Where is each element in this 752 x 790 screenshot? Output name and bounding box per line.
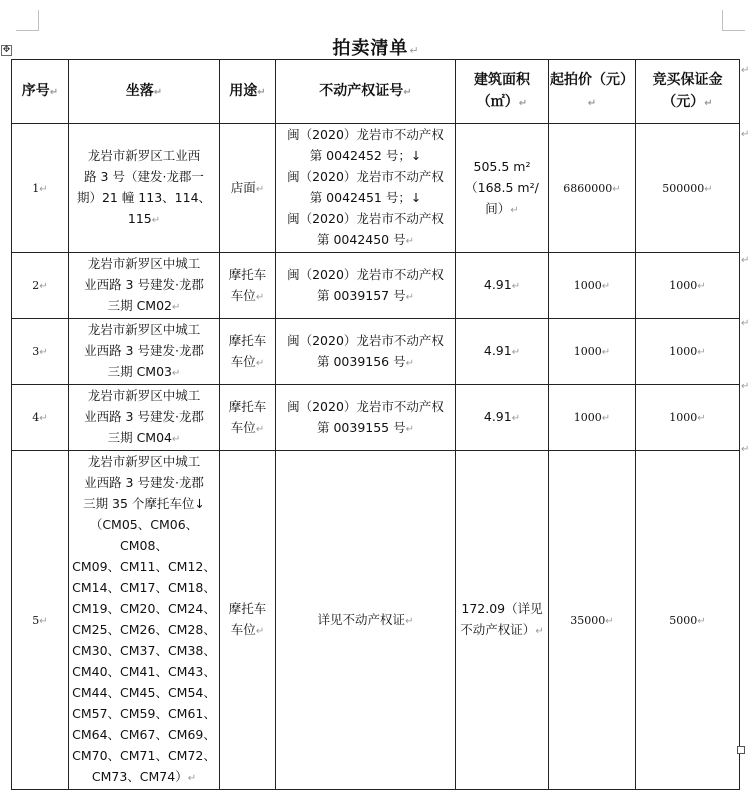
cell-location-line: 龙岩市新罗区中城工 [87,388,201,403]
cell-location [69,253,220,319]
cell-area [456,124,549,253]
paragraph-mark-icon: ↵ [255,183,265,195]
cell-area [456,319,549,385]
paragraph-mark-icon: ↵ [511,347,521,358]
paragraph-mark-icon: ↵ [511,413,521,424]
header-index: 序号↵ [12,60,69,124]
cell-deposit-value: 1000 [669,411,698,424]
table-body [12,124,740,790]
cell-location-line: CM40、CM41、CM43、 [72,664,216,679]
cell-start-price-value: 1000 [573,411,602,424]
paragraph-mark-icon: ↵ [255,626,265,637]
cell-area-line: 505.5 m² [473,158,531,174]
cell-location-line: 业西路 3 号建发·龙郡 [84,343,204,358]
paragraph-mark-icon: ↵ [39,347,48,358]
cell-cert [276,319,456,385]
cell-location-line: 期）21 幢 113、114、 [76,190,212,205]
table-row [12,451,740,790]
cell-area-line: 172.09（详见 [461,601,543,616]
cell-usage-line: 摩托车 [228,332,267,348]
cell-location [69,451,220,790]
paragraph-mark-icon: ↵ [612,183,621,195]
cell-location-line: 龙岩市新罗区中城工 [87,256,201,271]
cell-location-line: 路 3 号（建发·龙郡一 [84,169,204,184]
cell-deposit-value: 500000 [662,181,705,195]
cell-usage-line: 车位 [230,419,256,435]
cell-deposit [636,451,740,790]
cell-cert-line: 第 0039157 号 [316,287,406,303]
cell-cert-line: 第 0039156 号 [316,353,406,369]
cell-start-price [549,124,636,253]
cell-start-price [549,385,636,451]
paragraph-mark-icon: ↵ [605,615,614,627]
cell-area-line: 4.91 [483,343,512,358]
cell-deposit-value: 1000 [669,279,698,292]
cell-area-line: 4.91 [483,277,512,292]
paragraph-mark-icon: ↵ [172,302,181,313]
cell-index [12,124,69,253]
paragraph-mark-icon: ↵ [39,281,48,292]
cell-deposit-value: 5000 [669,613,698,627]
cell-index [12,253,69,319]
cell-usage [220,451,276,790]
cell-start-price-value: 35000 [570,613,606,627]
cell-cert [276,253,456,319]
cell-cert-line: 第 0042450 号 [316,232,406,247]
cell-start-price [549,319,636,385]
header-usage: 用途↵ [220,60,276,124]
paragraph-mark-icon: ↵ [601,347,611,358]
paragraph-mark-icon: ↵ [697,413,706,424]
table-header-row [12,60,740,124]
cell-cert-line: 第 0039155 号 [316,419,406,435]
paragraph-mark-icon: ↵ [172,434,181,445]
cell-cert-line: 详见不动产权证 [317,611,406,627]
cell-index-value: 4 [32,411,40,424]
cell-location-line: 三期 35 个摩托车位↓ [83,496,205,511]
paragraph-mark-icon: ↵ [697,347,706,358]
crop-mark-top-left [16,10,39,31]
cell-location-line: CM73、CM74） [91,769,188,784]
cell-location-line: CM25、CM26、CM28、 [72,622,216,637]
header-cert: 不动产权证号↵ [276,60,456,124]
cell-deposit [636,253,740,319]
paragraph-mark-icon: ↵ [510,204,519,216]
row-end-mark-icon: ↵ [741,318,750,329]
cell-usage-line: 车位 [230,622,256,637]
cell-location-line: CM14、CM17、CM18、 [72,580,216,595]
cell-cert-line: 闽（2020）龙岩市不动产权 [287,332,444,348]
cell-usage-line: 摩托车 [228,266,267,282]
paragraph-mark-icon: ↵ [39,615,48,627]
cell-cert [276,385,456,451]
row-end-mark-icon: ↵ [741,129,750,140]
table-row [12,319,740,385]
cell-index-value: 3 [32,345,40,358]
crop-mark-top-right [722,10,745,31]
cell-location-line: 业西路 3 号建发·龙郡 [84,475,204,490]
cell-start-price [549,253,636,319]
paragraph-mark-icon: ↵ [151,215,161,226]
cell-deposit [636,124,740,253]
cell-area-line: 4.91 [483,409,512,424]
cell-index-value: 1 [32,181,40,195]
cell-usage-line: 车位 [230,287,256,303]
cell-location-line: 龙岩市新罗区中城工 [87,454,201,469]
cell-cert-line: 闽（2020）龙岩市不动产权 [287,211,444,226]
cell-location-line: CM70、CM71、CM72、 [72,748,216,763]
auction-list-table [11,59,740,790]
paragraph-mark-icon: ↵ [255,423,265,435]
cell-usage [220,124,276,253]
cell-location-line: 龙岩市新罗区中城工 [87,322,201,337]
paragraph-mark-icon: ↵ [405,423,414,435]
paragraph-mark-icon: ↵ [511,281,521,292]
paragraph-mark-icon: ↵ [405,291,414,303]
paragraph-mark-icon: ↵ [405,357,414,369]
cell-deposit [636,319,740,385]
row-end-mark-icon: ↵ [741,65,750,76]
cell-area [456,451,549,790]
cell-location [69,319,220,385]
table-row [12,124,740,253]
cell-index-value: 2 [32,279,40,292]
row-end-mark-icon: ↵ [741,255,750,266]
cell-deposit-value: 1000 [669,345,698,358]
header-area: 建筑面积 （㎡）↵ [456,60,549,124]
cell-area [456,253,549,319]
page-title [0,34,752,60]
cell-usage [220,253,276,319]
paragraph-mark-icon: ↵ [697,615,706,627]
title-text: 拍卖清单 [332,38,409,59]
cell-cert [276,124,456,253]
table-move-handle-icon[interactable]: ✥ [2,45,11,55]
paragraph-mark-icon: ↵ [405,236,414,247]
cell-location-line: （CM05、CM06、CM08、 [89,517,199,553]
paragraph-mark-icon: ↵ [187,773,197,784]
cell-location-line: CM57、CM59、CM61、 [72,706,216,721]
paragraph-mark-icon: ↵ [697,281,706,292]
cell-usage-line: 摩托车 [228,601,267,616]
cell-area-line: 不动产权证） [460,622,536,637]
cell-index [12,451,69,790]
cell-location-line: CM44、CM45、CM54、 [72,685,216,700]
table-row [12,253,740,319]
cell-location-line: 龙岩市新罗区工业西 [87,148,201,163]
cell-location-line: CM30、CM37、CM38、 [72,643,216,658]
paragraph-mark-icon: ↵ [255,357,265,369]
cell-usage [220,319,276,385]
paragraph-mark-icon: ↵ [601,281,611,292]
cell-usage-line: 店面 [230,179,256,195]
paragraph-mark-icon: ↵ [601,413,611,424]
header-location: 坐落↵ [69,60,220,124]
paragraph-mark-icon: ↵ [255,291,265,303]
header-start-price: 起拍价（元）↵ [549,60,636,124]
cell-usage [220,385,276,451]
cell-start-price-value: 1000 [573,345,602,358]
cell-location-line: 业西路 3 号建发·龙郡 [84,277,204,292]
cell-cert [276,451,456,790]
cell-location-line: 三期 CM02 [107,298,172,313]
paragraph-mark-icon: ↵ [172,368,181,379]
table-resize-handle[interactable] [737,746,745,754]
cell-usage-line: 车位 [230,353,256,369]
cell-location [69,124,220,253]
paragraph-mark-icon: ↵ [405,615,414,627]
cell-area-line: （168.5 m²/ [465,179,539,195]
cell-deposit [636,385,740,451]
cell-cert-line: 闽（2020）龙岩市不动产权 [287,127,444,142]
cell-location [69,385,220,451]
cell-cert-line: 闽（2020）龙岩市不动产权 [287,169,444,184]
cell-usage-line: 摩托车 [228,398,267,414]
cell-area-line: 间） [485,200,511,216]
cell-start-price-value: 1000 [573,279,602,292]
cell-location-line: 三期 CM03 [107,364,172,379]
cell-index [12,319,69,385]
paragraph-mark-icon: ↵ [409,44,420,57]
cell-cert-line: 闽（2020）龙岩市不动产权 [287,398,444,414]
cell-location-line: 115 [127,211,152,226]
cell-index-value: 5 [32,613,40,627]
cell-start-price [549,451,636,790]
cell-index [12,385,69,451]
cell-cert-line: 闽（2020）龙岩市不动产权 [287,266,444,282]
cell-location-line: 业西路 3 号建发·龙郡 [84,409,204,424]
cell-location-line: 三期 CM04 [107,430,172,445]
cell-location-line: CM09、CM11、CM12、 [72,559,216,574]
cell-area [456,385,549,451]
paragraph-mark-icon: ↵ [704,183,713,195]
row-end-mark-icon: ↵ [741,444,750,455]
paragraph-mark-icon: ↵ [39,183,48,195]
table-row [12,385,740,451]
header-deposit: 竞买保证金 （元）↵ [636,60,740,124]
paragraph-mark-icon: ↵ [535,626,544,637]
cell-cert-line: 第 0042452 号；↓ [309,148,422,163]
cell-cert-line: 第 0042451 号；↓ [309,190,422,205]
row-end-mark-icon: ↵ [741,381,750,392]
cell-location-line: CM19、CM20、CM24、 [72,601,216,616]
cell-start-price-value: 6860000 [563,181,613,195]
paragraph-mark-icon: ↵ [39,413,48,424]
cell-location-line: CM64、CM67、CM69、 [72,727,216,742]
